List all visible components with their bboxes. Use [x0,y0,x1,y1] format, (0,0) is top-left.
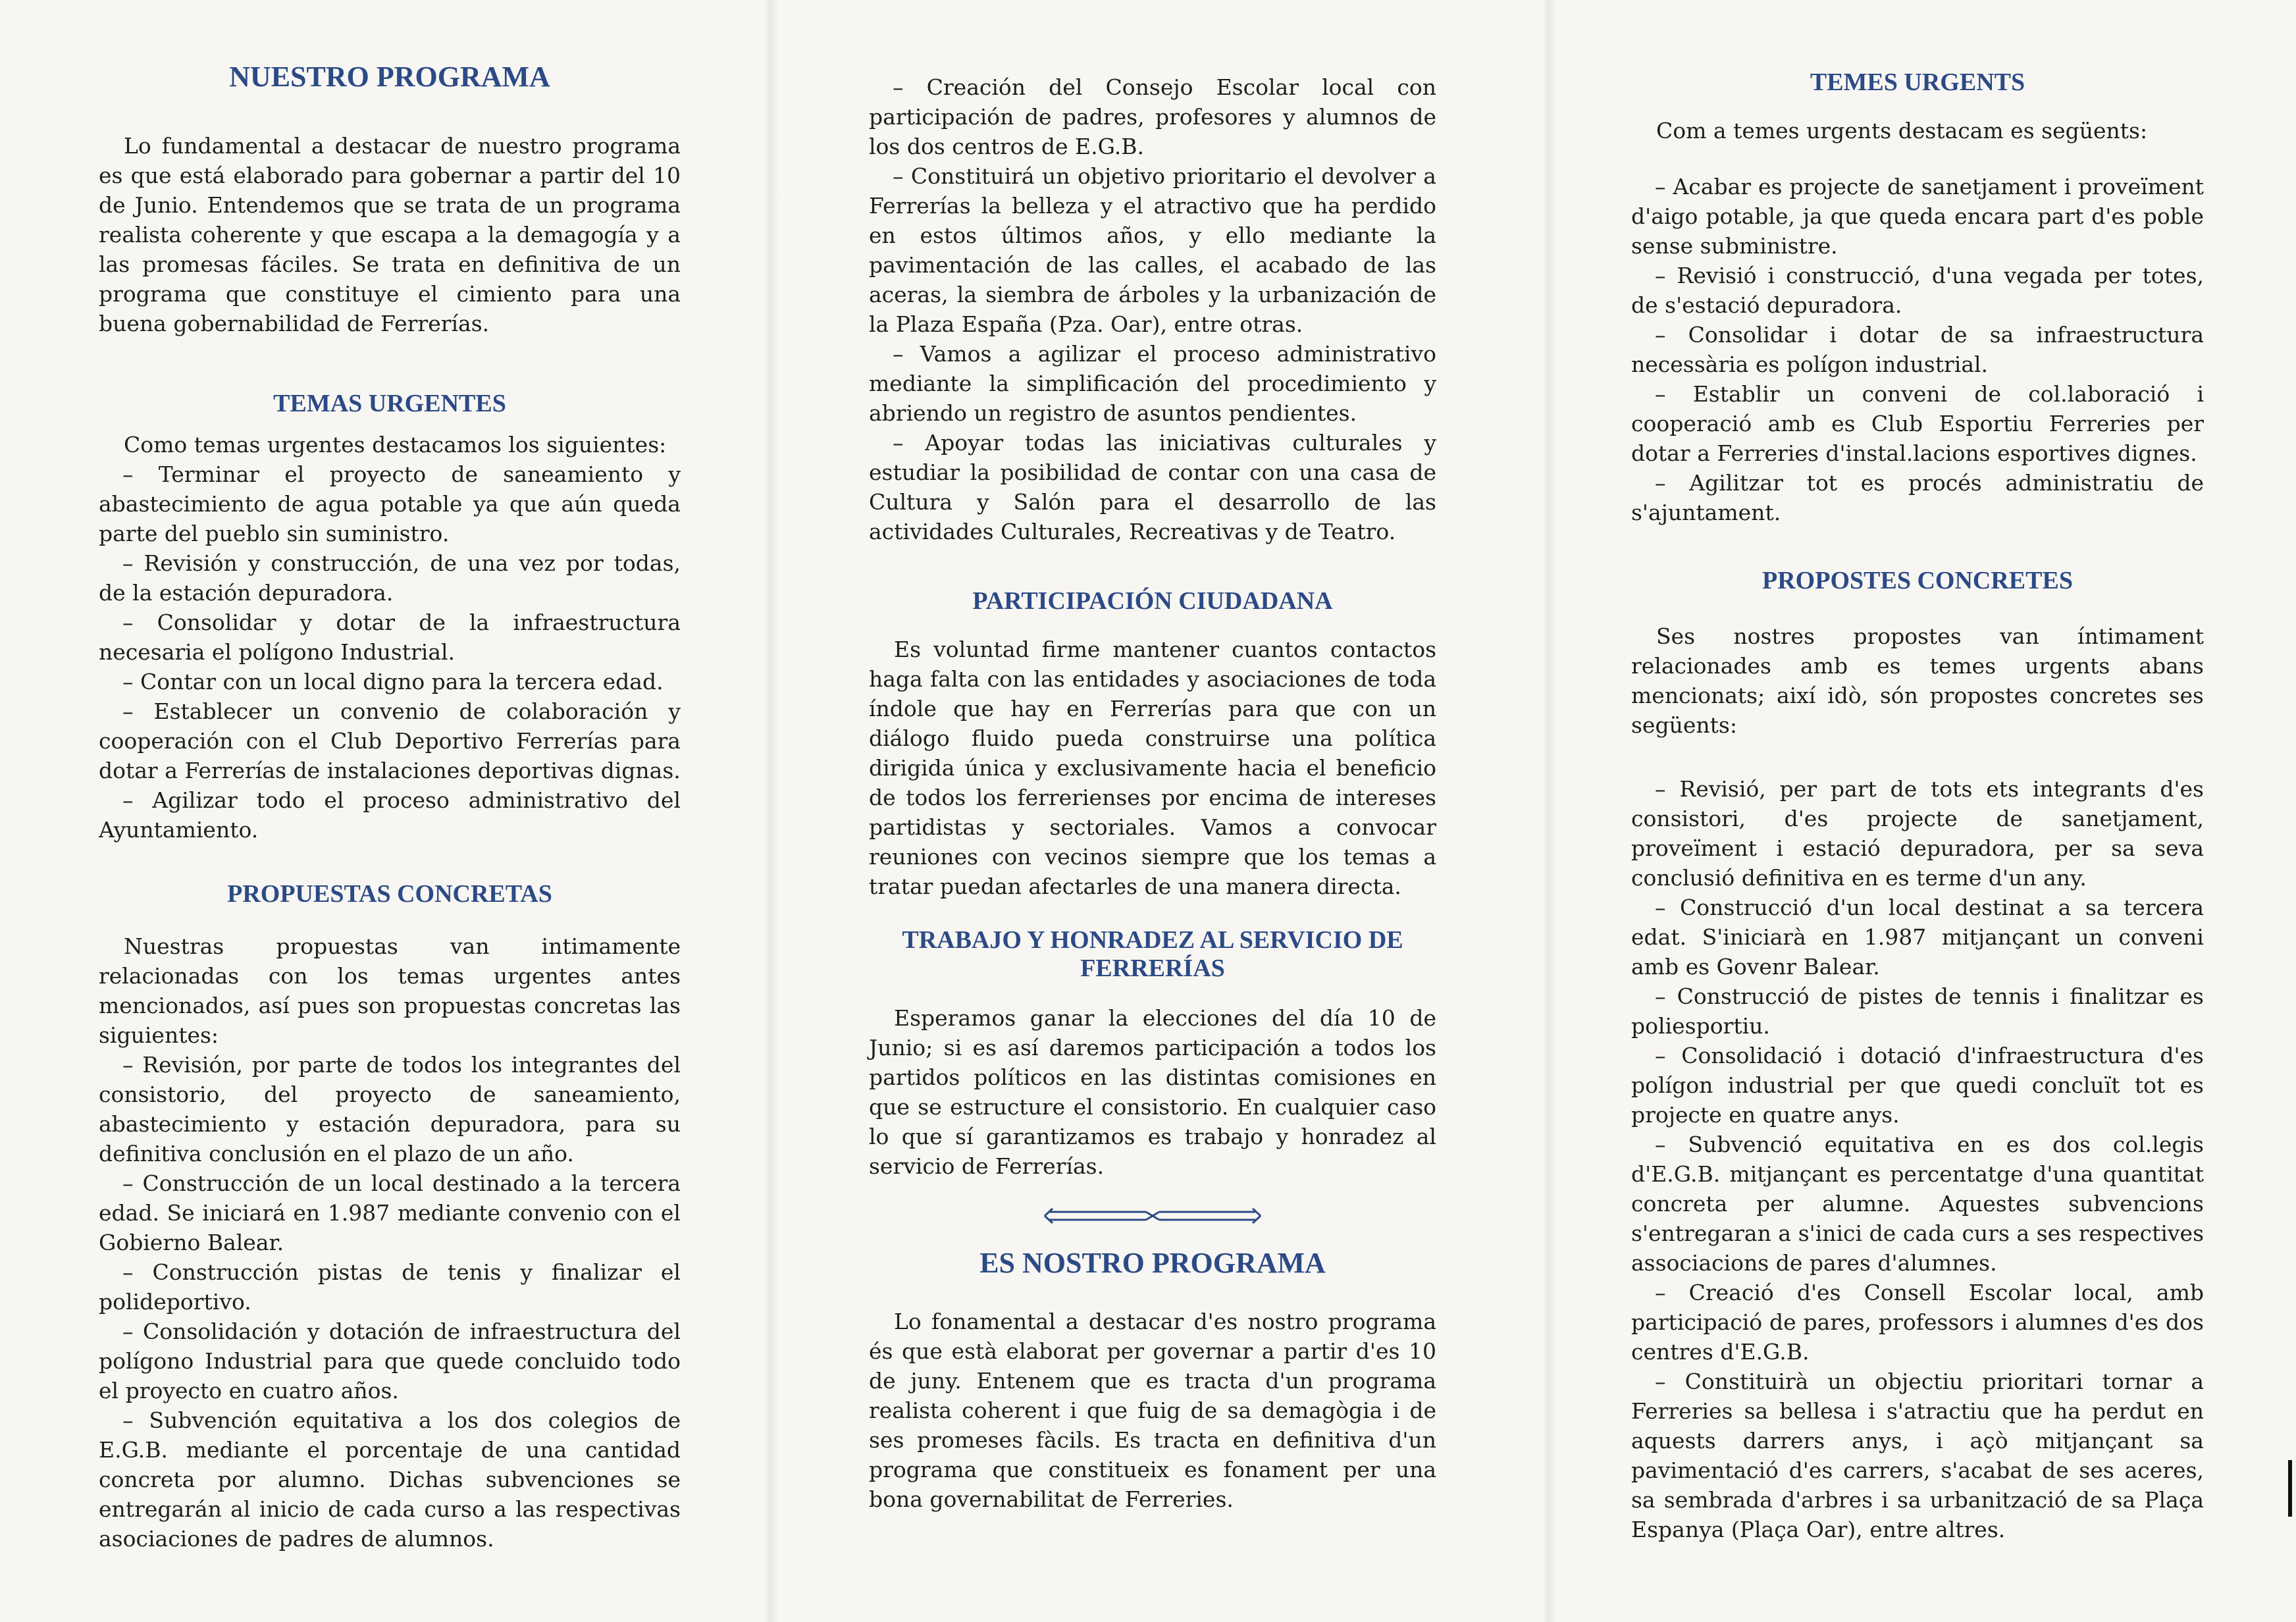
list-item: – Consolidar i dotar de sa infraestructura necessària es polígon industrial. [1631,321,2204,377]
list-item: – Subvención equitativa a los dos colegios de E.G.B. mediante el porcentaje de una cantidad concreta por alumno. Dichas subvenciones se entregarán al inicio de cada curso a las respectivas asociaciones de padres de alumnos. [99,1407,681,1552]
list-item: – Constituirá un objetivo prioritario el devolver a Ferrerías la belleza y el atractivo que ha perdido en estos últimos años, y ello mediante la pavimentación de las calles, el acabado de las aceras, la siembra de árboles y la urbanización de la Plaza España (Pza. Oar), entre otras. [869,163,1436,337]
trabajo-paragraph: Esperamos ganar la elecciones del día 10 de Junio; si es así daremos participación a todos los partidos políticos en las distintas comisiones en que se estructure el consistorio. En cualquier caso lo que sí garantizamos es trabajo y honradez al servicio de Ferrerías. [869,1005,1436,1180]
list-item: – Revisió, per part de tots ets integrants d'es consistori, d'es projecte de sanetjament, proveïment i estació depuradora, per sa seva conclusió definitiva en es terme d'un any. [1631,776,2204,891]
list-item: – Consolidació i dotació d'infraestructura d'es polígon industrial per que quedi concluït tot es projecte en quatre anys. [1631,1043,2204,1128]
list-item: – Terminar el proyecto de saneamiento y abastecimiento de agua potable ya que aún queda parte del pueblo sin suministro. [99,461,681,547]
fold-line [1542,0,1556,1622]
list-item: – Creación del Consejo Escolar local con participación de padres, profesores y alumnos de los dos centros de E.G.B. [869,74,1436,159]
list-item: – Consolidación y dotación de infraestructura del polígono Industrial para que quede concluido todo el proyecto en cuatro años. [99,1318,681,1403]
list-item: – Revisión, por parte de todos los integrantes del consistorio, del proyecto de saneamiento, abastecimiento y estación depuradora, para su definitiva conclusión en el plazo de un año. [99,1051,681,1166]
list-item: – Vamos a agilizar el proceso administrativo mediante la simplificación del procedimiento y abriendo un registro de asuntos pendientes. [869,341,1436,426]
list-item: – Construcción de un local destinado a la tercera edad. Se iniciará en 1.987 mediante convenio con el Gobierno Balear. [99,1170,681,1255]
list-item: – Revisió i construcció, d'una vegada per totes, de s'estació depuradora. [1631,262,2204,318]
temes-urgents-intro: Com a temes urgents destacam es següents: [1656,117,2148,144]
list-item: – Construcció d'un local destinat a sa tercera edat. S'iniciarà en 1.987 mitjançant un conveni amb es Govenr Balear. [1631,895,2204,980]
list-item: – Constituirà un objectiu prioritari tornar a Ferreries sa bellesa i s'atractiu que ha perdut en aquests darrers anys, i açò mitjançant sa pavimentació d'es carrers, s'acabat de ses aceres, sa sembrada d'arbres i sa urbanització de sa Plaça Espanya (Plaça Oar), entre altres. [1631,1369,2204,1543]
right-panel [1552,0,2296,1622]
propostes-intro: Ses nostres propostes van íntimament relacionades amb es temes urgents abans mencionats; així idò, són propostes concretes ses següents: [1631,623,2204,739]
decorative-divider [869,1205,1436,1227]
left-panel [0,0,770,1622]
list-item: – Subvenció equitativa en es dos col.legis d'E.G.B. mitjançant es percentatge d'una quantitat concreta per alumne. Aquestes subvencions s'entregaran a s'inici de cada curs a ses respectives associacions de pares d'alumnes. [1631,1132,2204,1276]
list-item: – Agilizar todo el proceso administrativo del Ayuntamiento. [99,787,681,843]
participacion-ciudadana-heading: PARTICIPACIÓN CIUDADANA [972,587,1333,615]
propostes-concretes-heading: PROPOSTES CONCRETES [1762,566,2073,594]
es-nostro-programa-heading: ES NOSTRO PROGRAMA [979,1247,1326,1280]
list-item: – Apoyar todas las iniciativas culturales y estudiar la posibilidad de contar con una casa de Cultura y Salón para el desarrollo de las actividades Culturales, Recreativas y de Teatro. [869,430,1436,544]
list-item: – Acabar es projecte de sanetjament i proveïment d'aigo potable, ja que queda encara part d'es poble sense subministre. [1631,173,2204,259]
edge-mark [2288,1460,2292,1517]
propuestas-concretas-heading: PROPUESTAS CONCRETAS [227,880,552,908]
list-item: – Establecer un convenio de colaboración y cooperación con el Club Deportivo Ferrerías para dotar a Ferrerías de instalaciones deportivas dignas. [99,698,681,784]
list-item: – Agilitzar tot es procés administratiu de s'ajuntament. [1631,469,2204,525]
temas-urgentes-intro: Como temas urgentes destacamos los siguientes: [124,432,667,458]
temas-urgentes-heading: TEMAS URGENTES [273,389,506,417]
trabajo-honradez-heading: TRABAJO Y HONRADEZ AL SERVICIO DE FERRERÍAS [902,926,1403,983]
list-item: – Consolidar y dotar de la infraestructura necesaria el polígono Industrial. [99,610,681,666]
list-item: – Establir un conveni de col.laboració i cooperació amb es Club Esportiu Ferreries per dotar a Ferreries d'instal.lacions esportives dignes. [1631,380,2204,466]
temes-urgents-heading: TEMES URGENTS [1810,68,2025,96]
middle-panel [770,0,1552,1622]
propuestas-intro: Nuestras propuestas van intimamente relacionadas con los temas urgentes antes mencionados, así pues son propuestas concretas las siguientes: [99,933,681,1048]
intro-paragraph: Lo fundamental a destacar de nuestro programa es que está elaborado para gobernar a partir del 10 de Junio. Entendemos que se trata de un programa realista coherente y que escapa a la demagogía y a las promesas fáciles. Se trata en definitiva de un programa que constituye el cimiento para una buena gobernabilidad de Ferrerías. [99,132,681,336]
participacion-paragraph: Es voluntad firme mantener cuantos contactos haga falta con las entidades y asociaciones de toda índole que hay en Ferrerías para que con un diálogo fluido pueda construirse una política dirigida única y exclusivamente hacia el beneficio de todos los ferrerienses por encima de intereses partidistas y sectoriales. Vamos a convocar reuniones con vecinos siempre que los temas a tratar puedan afectarles de una manera directa. [869,636,1436,899]
list-item: – Construcció de pistes de tennis i finalitzar es poliesportiu. [1631,983,2204,1039]
nostro-paragraph: Lo fonamental a destacar d'es nostro programa és que està elaborat per governar a partir d'es 10 de juny. Entenem que es tracta d'un programa realista coherent i que fuig de sa demagògia i de ses promeses fàcils. Es tracta en definitiva d'un programa que constitueix es fonament per una bona governabilitat de Ferreries. [869,1308,1436,1512]
list-item: – Contar con un local digno para la tercera edad. [122,669,664,695]
list-item: – Revisión y construcción, de una vez por todas, de la estación depuradora. [99,550,681,606]
list-item: – Construcción pistas de tenis y finalizar el polideportivo. [99,1259,681,1315]
list-item: – Creació d'es Consell Escolar local, amb participació de pares, professors i alumnes d'es dos centres d'E.G.B. [1631,1280,2204,1365]
ornament-icon [1041,1205,1265,1227]
fold-line [764,0,778,1622]
nuestro-programa-heading: NUESTRO PROGRAMA [229,61,550,93]
